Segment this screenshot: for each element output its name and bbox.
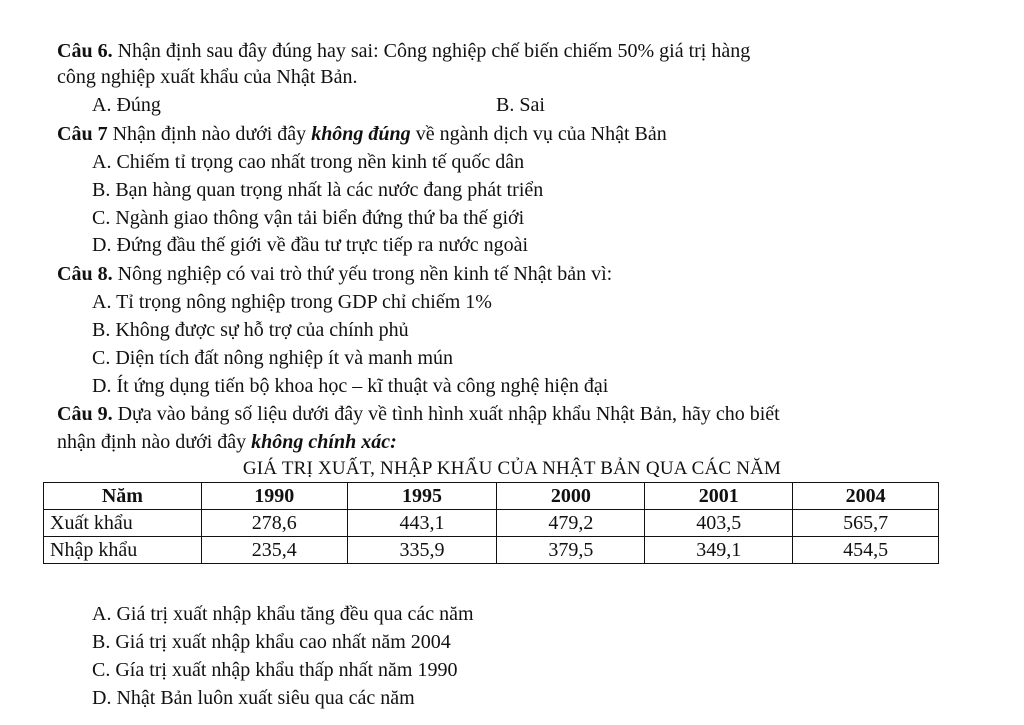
table-cell: 235,4: [201, 537, 347, 564]
q7-question: [57, 121, 667, 147]
table-cell: 278,6: [201, 510, 347, 537]
table-cell: 335,9: [347, 537, 497, 564]
q9-line1: [57, 401, 780, 427]
header-cell-1990: 1990: [201, 483, 347, 510]
q6-line1: [57, 38, 750, 64]
q8-text: Nông nghiệp có vai trò thứ yếu trong nền kinh tế Nhật bản vì:: [112, 263, 613, 285]
q9-option-d: D. Nhật Bản luôn xuất siêu qua các năm: [92, 687, 415, 709]
q8-number: Câu 8.: [57, 263, 113, 285]
q6-text-1: Nhận định sau đây đúng hay sai: Công nghiệp chế biến chiếm 50% giá trị hàng: [112, 40, 751, 62]
q7-text-pre: Nhận định nào dưới đây: [107, 123, 312, 145]
q8-question: [57, 261, 612, 287]
header-cell-2000: 2000: [497, 483, 645, 510]
q9-option-b: B. Giá trị xuất nhập khẩu cao nhất năm 2004: [92, 631, 451, 653]
q9-text-2: nhận định nào dưới đây: [57, 431, 252, 453]
q9-number: Câu 9.: [57, 403, 113, 425]
q9-line2: [57, 429, 397, 455]
q6-line2: công nghiệp xuất khẩu của Nhật Bản.: [57, 66, 358, 88]
export-import-table: [43, 482, 939, 564]
q6-option-b: B. Sai: [496, 94, 545, 116]
table-row-export: [44, 510, 939, 537]
table-cell: 479,2: [497, 510, 645, 537]
row-label-import: Nhập khẩu: [44, 537, 202, 564]
q9-option-c: C. Gía trị xuất nhập khẩu thấp nhất năm 1990: [92, 659, 458, 681]
q6-number: Câu 6.: [57, 40, 113, 62]
header-cell-year: Năm: [44, 483, 202, 510]
table-cell: 349,1: [645, 537, 793, 564]
table-cell: 443,1: [347, 510, 497, 537]
q7-option-b: B. Bạn hàng quan trọng nhất là các nước đang phát triển: [92, 179, 544, 201]
row-label-export: Xuất khẩu: [44, 510, 202, 537]
table-cell: 379,5: [497, 537, 645, 564]
q7-option-a: A. Chiếm tỉ trọng cao nhất trong nền kinh tế quốc dân: [92, 151, 525, 173]
q7-option-c: C. Ngành giao thông vận tải biển đứng thứ ba thế giới: [92, 207, 525, 229]
table-cell: 403,5: [645, 510, 793, 537]
q7-number: Câu 7: [57, 123, 108, 145]
q8-option-a: A. Tỉ trọng nông nghiệp trong GDP chỉ chiếm 1%: [92, 291, 492, 313]
q9-option-a: A. Giá trị xuất nhập khẩu tăng đều qua các năm: [92, 603, 474, 625]
q9-emphasis: không chính xác:: [251, 431, 397, 453]
table-cell: 454,5: [793, 537, 939, 564]
q7-text-post: về ngành dịch vụ của Nhật Bản: [410, 123, 667, 145]
q8-option-c: C. Diện tích đất nông nghiệp ít và manh mún: [92, 347, 454, 369]
table-cell: 565,7: [793, 510, 939, 537]
q8-option-d: D. Ít ứng dụng tiến bộ khoa học – kĩ thuật và công nghệ hiện đại: [92, 375, 609, 397]
q6-option-a: A. Đúng: [92, 94, 161, 116]
q7-option-d: D. Đứng đầu thế giới về đầu tư trực tiếp ra nước ngoài: [92, 234, 529, 256]
header-cell-2001: 2001: [645, 483, 793, 510]
table-title: GIÁ TRỊ XUẤT, NHẬP KHẨU CỦA NHẬT BẢN QUA CÁC NĂM: [242, 458, 782, 479]
q9-text-1: Dựa vào bảng số liệu dưới đây về tình hình xuất nhập khẩu Nhật Bản, hãy cho biết: [112, 403, 780, 425]
table-row-import: [44, 537, 939, 564]
q8-option-b: B. Không được sự hỗ trợ của chính phủ: [92, 319, 409, 341]
header-cell-1995: 1995: [347, 483, 497, 510]
table-header-row: [44, 483, 939, 510]
q7-emphasis: không đúng: [311, 123, 411, 145]
header-cell-2004: 2004: [793, 483, 939, 510]
